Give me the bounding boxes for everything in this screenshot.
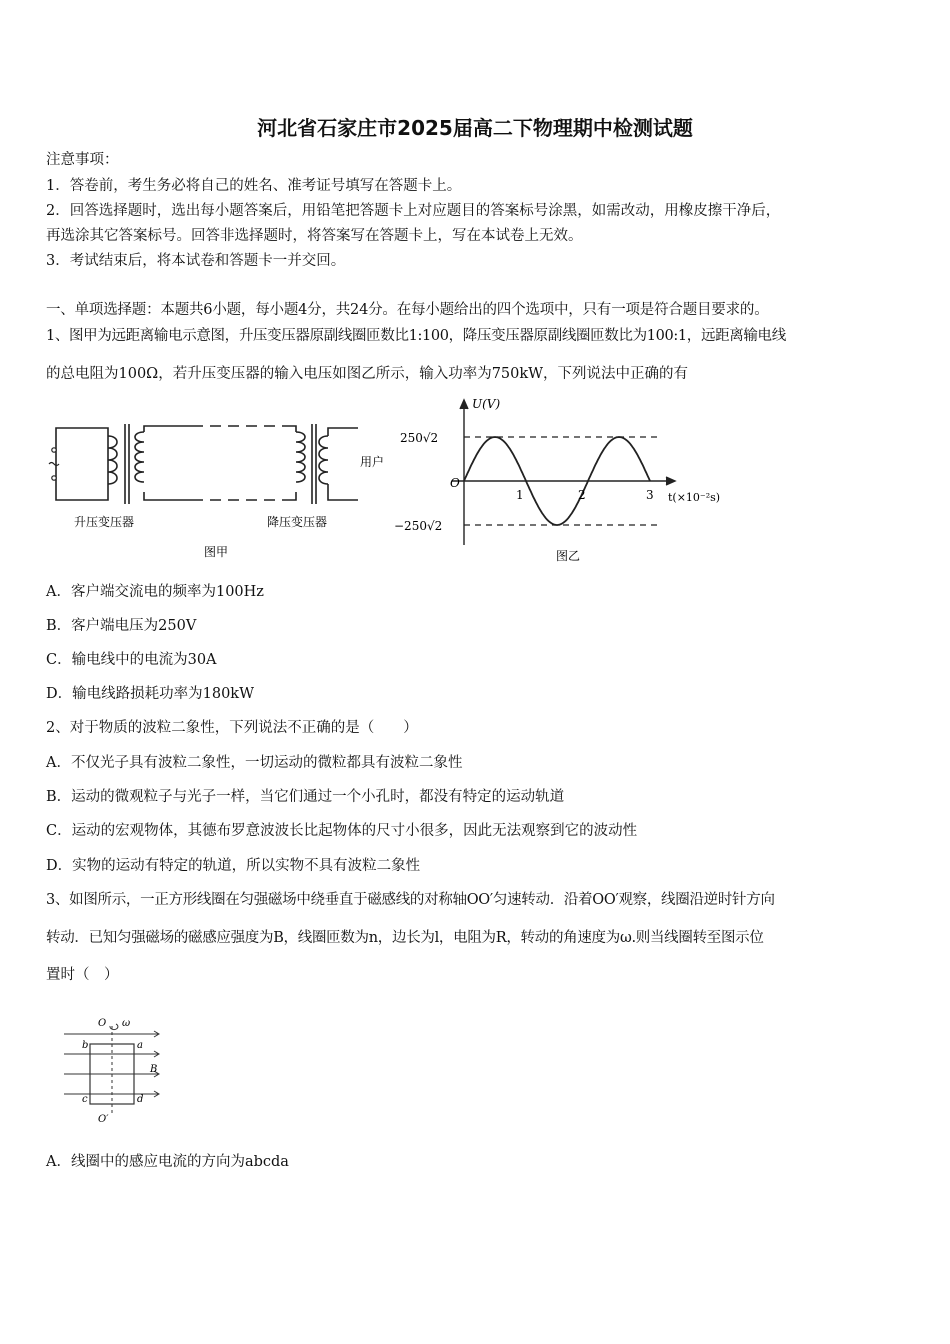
x-axis-label: t(×10⁻²s) bbox=[668, 491, 721, 504]
omega-label: ω bbox=[122, 1018, 131, 1029]
corner-b-label: b bbox=[82, 1040, 89, 1051]
figure-voltage-graph bbox=[392, 395, 732, 570]
q3-stem-line-2: 转动．已知匀强磁场的磁感应强度为B，线圈匝数为n，边长为l，电阻为R，转动的角速度为ω.则当线圈转至图示位 bbox=[46, 930, 764, 946]
figure-a-caption: 图甲 bbox=[204, 545, 229, 559]
q1-option-b: B．客户端电压为250V bbox=[46, 618, 197, 634]
notice-item-1: 1．答卷前，考生务必将自己的姓名、准考证号填写在答题卡上。 bbox=[46, 178, 462, 194]
q2-option-c: C．运动的宏观物体，其德布罗意波波长比起物体的尺寸小很多，因此无法观察到它的波动性 bbox=[46, 823, 638, 839]
y-max-label: 250√2 bbox=[400, 431, 439, 445]
corner-d-label: d bbox=[137, 1094, 144, 1105]
y-min-label: −250√2 bbox=[394, 519, 443, 533]
q1-option-d: D．输电线路损耗功率为180kW bbox=[46, 686, 254, 702]
origin-label: O bbox=[450, 476, 460, 490]
q3-option-a: A．线圈中的感应电流的方向为abcda bbox=[46, 1154, 289, 1170]
q2-option-d: D．实物的运动有特定的轨道，所以实物不具有波粒二象性 bbox=[46, 858, 421, 874]
q2-option-a: A．不仅光子具有波粒二象性，一切运动的微粒都具有波粒二象性 bbox=[46, 755, 463, 771]
q1-stem-line-2: 的总电阻为100Ω，若升压变压器的输入电压如图乙所示，输入功率为750kW，下列说法中正确的有 bbox=[46, 366, 689, 382]
step-down-label: 降压变压器 bbox=[267, 515, 328, 529]
notice-item-2-cont: 再选涂其它答案标号。回答非选择题时，将答案写在答题卡上，写在本试卷上无效。 bbox=[46, 228, 583, 244]
notice-heading: 注意事项： bbox=[46, 152, 119, 168]
axis-top-label: O bbox=[98, 1018, 107, 1029]
y-axis-label: U(V) bbox=[472, 397, 501, 411]
q2-option-b: B．运动的微观粒子与光子一样，当它们通过一个小孔时，都没有特定的运动轨道 bbox=[46, 789, 565, 805]
section-heading: 一、单项选择题：本题共6小题，每小题4分，共24分。在每小题给出的四个选项中，只有一项是符合题目要求的。 bbox=[46, 302, 769, 318]
figure-transmission-diagram bbox=[44, 410, 400, 565]
t-tick-3: 3 bbox=[646, 488, 654, 502]
t-tick-2: 2 bbox=[578, 488, 586, 502]
corner-c-label: c bbox=[82, 1094, 88, 1105]
user-label: 用户 bbox=[360, 455, 385, 469]
q3-stem-line-1: 3、如图所示，一正方形线圈在匀强磁场中绕垂直于磁感线的对称轴OO′匀速转动．沿着OO′观察，线圈沿逆时针方向 bbox=[46, 892, 775, 908]
notice-item-3: 3．考试结束后，将本试卷和答题卡一并交回。 bbox=[46, 253, 346, 269]
q2-stem: 2、对于物质的波粒二象性，下列说法不正确的是（ ） bbox=[46, 720, 418, 736]
page-title: 河北省石家庄市2025届高二下物理期中检测试题 bbox=[257, 116, 693, 140]
q3-stem-line-3: 置时（ ） bbox=[46, 967, 119, 983]
sine-curve bbox=[464, 437, 520, 481]
field-B-label: B bbox=[150, 1064, 158, 1075]
q1-stem-line-1: 1、图甲为远距离输电示意图，升压变压器原副线圈匝数比1:100，降压变压器原副线圈匝数比为100:1，远距离输电线 bbox=[46, 328, 786, 344]
figure-coil-in-field bbox=[58, 1012, 168, 1124]
q1-option-a: A．客户端交流电的频率为100Hz bbox=[46, 584, 264, 600]
corner-a-label: a bbox=[137, 1040, 143, 1051]
q1-option-c: C．输电线中的电流为30A bbox=[46, 652, 217, 668]
step-up-label: 升压变压器 bbox=[74, 515, 135, 529]
figure-b-caption: 图乙 bbox=[556, 549, 581, 563]
axis-bottom-label: O′ bbox=[98, 1114, 109, 1124]
t-tick-1: 1 bbox=[516, 488, 524, 502]
notice-item-2: 2．回答选择题时，选出每小题答案后，用铅笔把答题卡上对应题目的答案标号涂黑，如需改动，用橡皮擦干净后， bbox=[46, 203, 781, 219]
